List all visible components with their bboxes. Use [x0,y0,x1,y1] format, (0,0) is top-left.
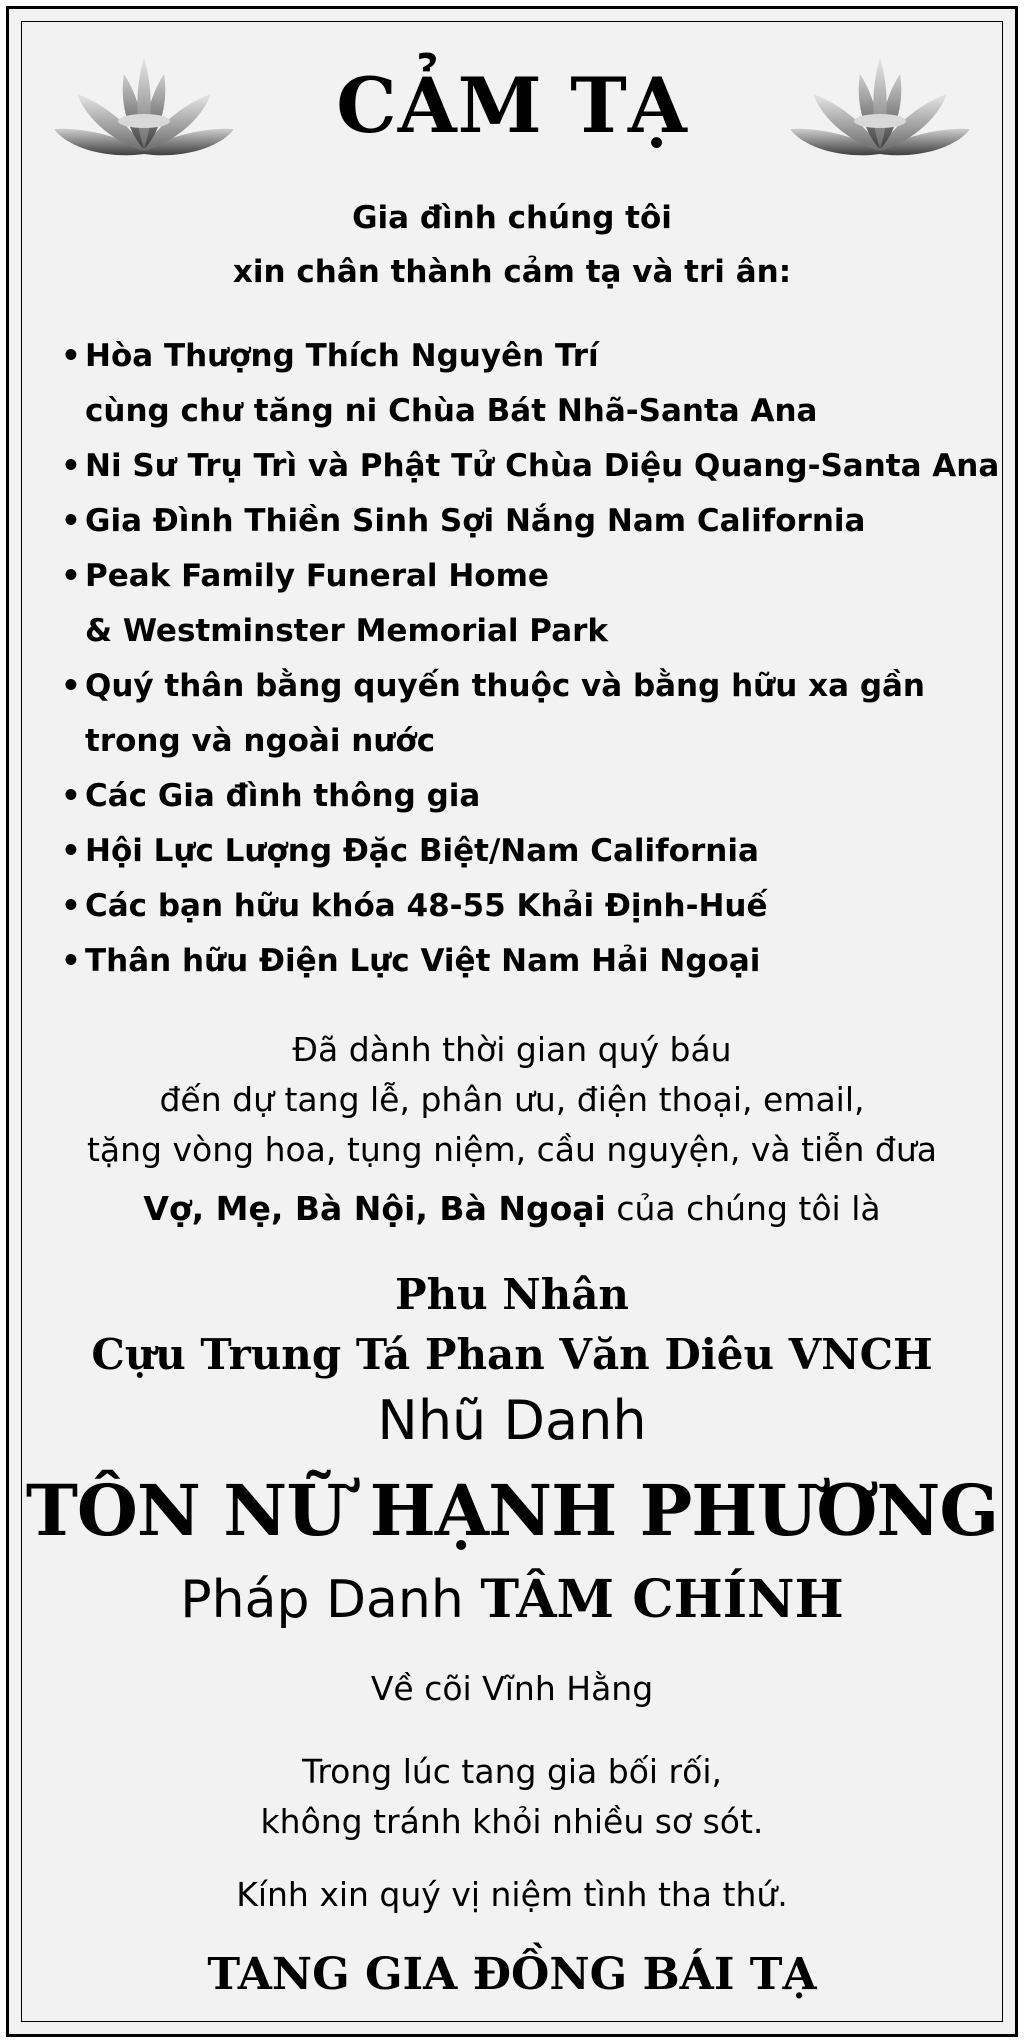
signature: TANG GIA ĐỒNG BÁI TẠ [207,1949,817,2000]
apology-text: Trong lúc tang gia bối rối, không tránh khỏi nhiều sơ sót. [260,1752,764,1841]
spouse-title: Phu Nhân Cựu Trung Tá Phan Văn Diêu VNCH [91,1270,933,1379]
inner-border [21,21,1003,2022]
list-item: • Hòa Thượng Thích Nguyên Trí cùng chư tăng ni Chùa Bát Nhã-Santa Ana [61,329,995,439]
intro-line: xin chân thành cảm tạ và tri ân: [232,254,792,290]
list-item: • Hội Lực Lượng Đặc Biệt/Nam California [61,824,995,879]
acknowledgement-list [61,329,1000,989]
forgiveness-line: Kính xin quý vị niệm tình tha thứ. [236,1875,788,1914]
list-item: • Quý thân bằng quyến thuộc và bằng hữu xa gần trong và ngoài nước [61,659,995,769]
list-item: • Các Gia đình thông gia [61,769,995,824]
page-title: CẢM TẠ [336,61,688,150]
list-item: • Gia Đình Thiền Sinh Sợi Nắng Nam California [61,494,995,549]
relation-line: Vợ, Mẹ, Bà Nội, Bà Ngoại của chúng tôi là [143,1189,881,1228]
notice-frame [6,6,1018,2037]
maiden-name-label: Nhũ Danh [377,1389,647,1452]
list-item: • Thân hữu Điện Lực Việt Nam Hải Ngoại [61,934,995,989]
list-item: • Ni Sư Trụ Trì và Phật Tử Chùa Diệu Quang-Santa Ana [61,439,995,494]
intro-line: Gia đình chúng tôi [352,200,672,236]
intro-text [9,191,1015,299]
list-item: • Peak Family Funeral Home & Westminster Memorial Park [61,549,995,659]
deceased-name: TÔN NỮ HẠNH PHƯƠNG [25,1469,999,1552]
passing-line: Về cõi Vĩnh Hằng [370,1669,654,1708]
dharma-name: Pháp Danh TÂM CHÍNH [180,1569,844,1630]
list-item: • Các bạn hữu khóa 48-55 Khải Định-Huế [61,879,995,934]
thanks-paragraph: Đã dành thời gian quý báu đến dự tang lễ, phân ưu, điện thoại, email, tặng vòng hoa, tụng niệm, cầu nguyện, và tiễn đưa [86,1030,938,1169]
